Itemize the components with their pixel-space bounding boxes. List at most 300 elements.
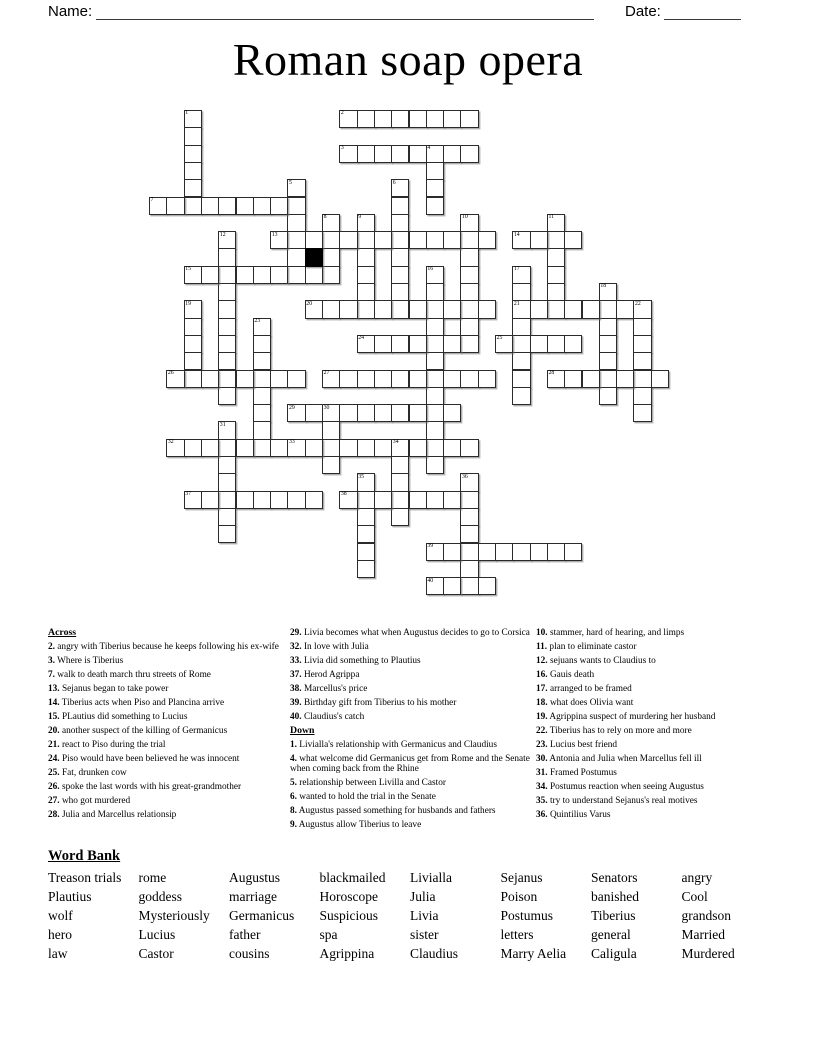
grid-cell[interactable]	[478, 231, 496, 249]
grid-cell[interactable]	[547, 300, 565, 318]
grid-cell[interactable]	[218, 370, 236, 388]
word-bank-word: Sejanus	[500, 870, 543, 885]
grid-cell[interactable]	[253, 439, 271, 457]
grid-cell[interactable]	[322, 248, 340, 266]
grid-cell[interactable]	[633, 387, 651, 405]
grid-cell[interactable]	[218, 197, 236, 215]
grid-cell[interactable]	[547, 248, 565, 266]
grid-cell[interactable]	[236, 266, 254, 284]
grid-cell[interactable]	[460, 214, 478, 232]
clue-item: 9. Augustus allow Tiberius to leave	[290, 820, 422, 831]
grid-cell[interactable]	[253, 318, 271, 336]
grid-cell[interactable]	[530, 335, 548, 353]
grid-cell[interactable]	[357, 473, 375, 491]
grid-cell[interactable]	[287, 214, 305, 232]
grid-cell[interactable]	[409, 231, 427, 249]
grid-cell[interactable]	[460, 335, 478, 353]
clue-item: 14. Tiberius acts when Piso and Plancina arrive	[48, 697, 225, 708]
grid-cell[interactable]	[409, 145, 427, 163]
grid-cell[interactable]	[512, 318, 530, 336]
grid-cell[interactable]	[253, 352, 271, 370]
cell-number: 34	[392, 439, 399, 446]
date-input-line[interactable]	[664, 3, 741, 20]
cell-number: 27	[323, 369, 330, 376]
grid-cell[interactable]	[426, 283, 444, 301]
word-bank-word: Castor	[138, 946, 174, 961]
grid-cell[interactable]	[236, 439, 254, 457]
grid-cell[interactable]	[184, 110, 202, 128]
grid-cell[interactable]	[357, 145, 375, 163]
grid-cell[interactable]	[564, 370, 582, 388]
grid-cell[interactable]	[443, 335, 461, 353]
grid-cell[interactable]	[218, 231, 236, 249]
grid-cell[interactable]	[512, 300, 530, 318]
grid-cell[interactable]	[426, 387, 444, 405]
grid-cell[interactable]	[357, 283, 375, 301]
grid-cell[interactable]	[409, 491, 427, 509]
grid-cell[interactable]	[391, 231, 409, 249]
grid-cell[interactable]	[218, 387, 236, 405]
grid-cell[interactable]	[305, 231, 323, 249]
grid-cell[interactable]	[409, 370, 427, 388]
grid-cell[interactable]	[374, 145, 392, 163]
grid-cell[interactable]	[253, 197, 271, 215]
grid-cell[interactable]	[322, 456, 340, 474]
grid-cell[interactable]	[149, 197, 167, 215]
grid-cell[interactable]	[443, 110, 461, 128]
grid-cell[interactable]	[391, 335, 409, 353]
word-bank-word: Poison	[500, 889, 538, 904]
grid-cell[interactable]	[253, 335, 271, 353]
grid-cell[interactable]	[391, 283, 409, 301]
grid-cell[interactable]	[305, 266, 323, 284]
grid-cell[interactable]	[391, 404, 409, 422]
grid-cell[interactable]	[460, 577, 478, 595]
grid-cell[interactable]	[633, 352, 651, 370]
grid-cell[interactable]	[339, 300, 357, 318]
grid-cell[interactable]	[322, 421, 340, 439]
grid-cell[interactable]	[357, 560, 375, 578]
word-bank-word: law	[48, 946, 68, 961]
grid-cell[interactable]	[426, 231, 444, 249]
grid-cell[interactable]	[391, 214, 409, 232]
grid-cell[interactable]	[426, 370, 444, 388]
grid-cell[interactable]	[322, 300, 340, 318]
grid-cell[interactable]	[616, 300, 634, 318]
grid-cell[interactable]	[409, 300, 427, 318]
grid-cell[interactable]	[218, 352, 236, 370]
grid-cell[interactable]	[409, 439, 427, 457]
grid-cell[interactable]	[218, 335, 236, 353]
grid-cell[interactable]	[460, 525, 478, 543]
grid-cell[interactable]	[426, 197, 444, 215]
cell-number: 5	[289, 179, 292, 186]
grid-cell[interactable]	[287, 404, 305, 422]
grid-cell[interactable]	[478, 300, 496, 318]
cell-number: 19	[185, 300, 191, 307]
grid-cell[interactable]	[305, 491, 323, 509]
grid-cell[interactable]	[478, 370, 496, 388]
grid-cell[interactable]	[512, 370, 530, 388]
grid-cell[interactable]	[305, 404, 323, 422]
grid-cell[interactable]	[391, 473, 409, 491]
grid-cell[interactable]	[357, 543, 375, 561]
grid-cell[interactable]	[547, 283, 565, 301]
grid-cell[interactable]	[270, 370, 288, 388]
grid-cell[interactable]	[322, 439, 340, 457]
grid-cell[interactable]	[218, 421, 236, 439]
grid-cell[interactable]	[184, 266, 202, 284]
grid-cell[interactable]	[357, 266, 375, 284]
grid-cell[interactable]	[599, 352, 617, 370]
grid-cell[interactable]	[184, 352, 202, 370]
grid-cell[interactable]	[460, 231, 478, 249]
grid-cell[interactable]	[460, 491, 478, 509]
grid-cell[interactable]	[166, 439, 184, 457]
cell-number: 18	[600, 283, 607, 290]
grid-cell[interactable]	[391, 179, 409, 197]
grid-cell[interactable]	[443, 145, 461, 163]
clue-item: 26. spoke the last words with his great-grandmother	[48, 781, 242, 792]
grid-cell[interactable]	[201, 439, 219, 457]
cell-number: 4	[427, 145, 431, 151]
grid-cell[interactable]	[339, 231, 357, 249]
grid-cell[interactable]	[547, 266, 565, 284]
cell-number: 29	[289, 404, 295, 411]
grid-cell[interactable]	[599, 335, 617, 353]
grid-cell[interactable]	[512, 387, 530, 405]
grid-cell[interactable]	[357, 508, 375, 526]
grid-cell[interactable]	[426, 543, 444, 561]
name-input-line[interactable]	[96, 3, 594, 20]
clue-item: 16. Gauis death	[536, 669, 595, 680]
grid-cell[interactable]	[201, 197, 219, 215]
grid-cell[interactable]	[322, 231, 340, 249]
grid-cell[interactable]	[512, 335, 530, 353]
grid-cell[interactable]	[582, 370, 600, 388]
grid-cell[interactable]	[599, 318, 617, 336]
grid-cell[interactable]	[633, 370, 651, 388]
grid-cell[interactable]	[633, 300, 651, 318]
grid-cell[interactable]	[357, 439, 375, 457]
grid-cell[interactable]	[339, 145, 357, 163]
cell-number: 13	[271, 231, 278, 238]
grid-cell[interactable]	[460, 110, 478, 128]
grid-cell[interactable]	[287, 439, 305, 457]
grid-cell[interactable]	[253, 404, 271, 422]
cell-number: 22	[635, 300, 641, 307]
grid-cell[interactable]	[599, 283, 617, 301]
grid-cell[interactable]	[426, 266, 444, 284]
grid-cell[interactable]	[391, 370, 409, 388]
grid-cell[interactable]	[184, 127, 202, 145]
grid-cell[interactable]	[253, 370, 271, 388]
grid-cell[interactable]	[184, 179, 202, 197]
grid-cell[interactable]	[443, 543, 461, 561]
cell-number: 8	[323, 214, 327, 221]
grid-cell[interactable]	[547, 214, 565, 232]
grid-cell[interactable]	[287, 370, 305, 388]
grid-cell[interactable]	[218, 300, 236, 318]
grid-cell[interactable]	[322, 266, 340, 284]
grid-cell[interactable]	[357, 491, 375, 509]
grid-cell[interactable]	[564, 335, 582, 353]
grid-cell[interactable]	[391, 456, 409, 474]
grid-cell[interactable]	[287, 231, 305, 249]
grid-cell[interactable]	[426, 577, 444, 595]
grid-cell[interactable]	[253, 266, 271, 284]
grid-cell[interactable]	[184, 318, 202, 336]
grid-cell[interactable]	[512, 543, 530, 561]
grid-cell[interactable]	[599, 387, 617, 405]
grid-cell[interactable]	[218, 508, 236, 526]
grid-cell[interactable]	[530, 231, 548, 249]
grid-cell[interactable]	[339, 370, 357, 388]
grid-cell[interactable]	[184, 145, 202, 163]
grid-cell[interactable]	[495, 335, 513, 353]
grid-cell[interactable]	[374, 370, 392, 388]
grid-cell[interactable]	[287, 197, 305, 215]
grid-cell[interactable]	[253, 387, 271, 405]
grid-cell[interactable]	[512, 352, 530, 370]
grid-cell[interactable]	[339, 491, 357, 509]
grid-cell[interactable]	[530, 300, 548, 318]
grid-cell[interactable]	[651, 370, 669, 388]
grid-cell[interactable]	[166, 197, 184, 215]
clue-item: 18. what does Olivia want	[536, 697, 634, 708]
grid-cell[interactable]	[443, 231, 461, 249]
grid-cell[interactable]	[391, 439, 409, 457]
grid-cell[interactable]	[218, 248, 236, 266]
grid-cell[interactable]	[409, 335, 427, 353]
word-bank-word: Plautius	[48, 889, 92, 904]
grid-cell[interactable]	[166, 370, 184, 388]
grid-cell[interactable]	[391, 266, 409, 284]
grid-cell[interactable]	[218, 283, 236, 301]
grid-cell[interactable]	[270, 231, 288, 249]
grid-cell[interactable]	[339, 404, 357, 422]
grid-cell[interactable]	[184, 300, 202, 318]
clue-list-heading: Down	[290, 724, 315, 736]
grid-cell[interactable]	[564, 300, 582, 318]
grid-cell[interactable]	[201, 370, 219, 388]
grid-cell[interactable]	[443, 370, 461, 388]
grid-cell[interactable]	[322, 370, 340, 388]
grid-cell[interactable]	[460, 266, 478, 284]
clue-item: 8. Augustus passed something for husbands and fathers	[290, 806, 496, 817]
grid-cell[interactable]	[460, 370, 478, 388]
grid-cell[interactable]	[460, 560, 478, 578]
grid-cell[interactable]	[218, 266, 236, 284]
grid-cell[interactable]	[512, 283, 530, 301]
grid-cell[interactable]	[391, 145, 409, 163]
grid-cell[interactable]	[633, 335, 651, 353]
grid-cell[interactable]	[426, 300, 444, 318]
grid-cell[interactable]	[374, 439, 392, 457]
cell-number: 2	[340, 110, 344, 117]
grid-cell[interactable]	[218, 318, 236, 336]
grid-cell[interactable]	[460, 318, 478, 336]
grid-cell[interactable]	[443, 404, 461, 422]
grid-cell[interactable]	[374, 404, 392, 422]
grid-cell[interactable]	[495, 543, 513, 561]
grid-cell[interactable]	[270, 491, 288, 509]
grid-cell[interactable]	[184, 439, 202, 457]
grid-cell[interactable]	[305, 439, 323, 457]
grid-cell[interactable]	[633, 404, 651, 422]
grid-cell[interactable]	[184, 197, 202, 215]
grid-cell[interactable]	[633, 318, 651, 336]
word-bank-word: Claudius	[410, 946, 459, 961]
word-bank-heading: Word Bank	[48, 848, 121, 864]
grid-cell[interactable]	[270, 197, 288, 215]
grid-cell[interactable]	[478, 577, 496, 595]
grid-cell[interactable]	[218, 491, 236, 509]
grid-cell[interactable]	[391, 508, 409, 526]
grid-cell[interactable]	[253, 491, 271, 509]
word-bank-word: rome	[138, 870, 167, 885]
grid-cell[interactable]	[236, 370, 254, 388]
word-bank-word: Germanicus	[229, 908, 295, 923]
grid-cell[interactable]	[564, 231, 582, 249]
cell-number: 38	[340, 491, 347, 497]
grid-cell[interactable]	[184, 162, 202, 180]
grid-cell[interactable]	[478, 543, 496, 561]
grid-cell[interactable]	[357, 300, 375, 318]
grid-cell[interactable]	[374, 491, 392, 509]
grid-cell[interactable]	[357, 370, 375, 388]
grid-cell[interactable]	[201, 491, 219, 509]
cell-number: 10	[462, 214, 468, 221]
word-bank-word: Julia	[410, 889, 436, 904]
grid-cell[interactable]	[357, 214, 375, 232]
grid-cell[interactable]	[184, 335, 202, 353]
grid-cell[interactable]	[426, 335, 444, 353]
grid-cell[interactable]	[391, 197, 409, 215]
clue-item: 6. wanted to hold the trial in the Senate	[290, 792, 436, 803]
grid-cell[interactable]	[564, 543, 582, 561]
grid-cell[interactable]	[391, 300, 409, 318]
grid-cell[interactable]	[287, 179, 305, 197]
grid-cell[interactable]	[460, 283, 478, 301]
grid-cell[interactable]	[443, 491, 461, 509]
grid-cell[interactable]	[374, 110, 392, 128]
grid-cell[interactable]	[547, 231, 565, 249]
grid-cell[interactable]	[599, 370, 617, 388]
grid-cell[interactable]	[599, 300, 617, 318]
grid-cell[interactable]	[357, 525, 375, 543]
grid-cell[interactable]	[426, 456, 444, 474]
grid-cell[interactable]	[218, 456, 236, 474]
grid-cell[interactable]	[426, 404, 444, 422]
grid-cell[interactable]	[426, 145, 444, 163]
grid-cell[interactable]	[409, 404, 427, 422]
grid-cell[interactable]	[287, 266, 305, 284]
clue-item: 2. angry with Tiberius because he keeps following his ex-wife	[48, 641, 279, 652]
clue-item: 36. Quintilius Varus	[536, 809, 611, 820]
grid-cell[interactable]	[357, 335, 375, 353]
word-bank-word: angry	[681, 870, 713, 885]
grid-cell[interactable]	[460, 543, 478, 561]
grid-cell[interactable]	[236, 491, 254, 509]
grid-cell[interactable]	[322, 404, 340, 422]
grid-cell[interactable]	[218, 439, 236, 457]
word-bank-word: father	[229, 927, 261, 942]
grid-cell[interactable]	[443, 577, 461, 595]
grid-cell[interactable]	[287, 248, 305, 266]
grid-cell[interactable]	[374, 300, 392, 318]
grid-cell[interactable]	[460, 508, 478, 526]
grid-cell[interactable]	[460, 473, 478, 491]
grid-cell[interactable]	[443, 439, 461, 457]
grid-cell[interactable]	[460, 300, 478, 318]
grid-cell[interactable]	[530, 543, 548, 561]
grid-cell[interactable]	[184, 491, 202, 509]
grid-cell[interactable]	[357, 110, 375, 128]
grid-cell[interactable]	[512, 231, 530, 249]
grid-cell[interactable]	[426, 110, 444, 128]
grid-cell[interactable]	[426, 421, 444, 439]
grid-cell[interactable]	[426, 179, 444, 197]
grid-cell[interactable]	[409, 110, 427, 128]
grid-cell[interactable]	[616, 370, 634, 388]
grid-cell[interactable]	[460, 439, 478, 457]
grid-cell[interactable]	[443, 300, 461, 318]
grid-cell[interactable]	[391, 491, 409, 509]
grid-cell[interactable]	[357, 404, 375, 422]
grid-cell[interactable]	[305, 300, 323, 318]
grid-cell[interactable]	[322, 214, 340, 232]
grid-cell[interactable]	[547, 335, 565, 353]
grid-cell[interactable]	[184, 370, 202, 388]
grid-cell[interactable]	[391, 110, 409, 128]
cell-number: 28	[548, 369, 555, 376]
grid-cell[interactable]	[460, 145, 478, 163]
grid-cell[interactable]	[460, 248, 478, 266]
clue-item: 39. Birthday gift from Tiberius to his mother	[290, 697, 457, 708]
grid-cell[interactable]	[218, 473, 236, 491]
clue-item: 22. Tiberius has to rely on more and more	[536, 725, 692, 736]
grid-cell[interactable]	[547, 543, 565, 561]
grid-cell[interactable]	[374, 231, 392, 249]
grid-cell[interactable]	[287, 491, 305, 509]
grid-cell[interactable]	[391, 248, 409, 266]
grid-cell[interactable]	[426, 491, 444, 509]
grid-cell[interactable]	[547, 370, 565, 388]
grid-cell[interactable]	[426, 439, 444, 457]
grid-cell[interactable]	[357, 231, 375, 249]
grid-cell[interactable]	[201, 266, 219, 284]
grid-cell[interactable]	[426, 162, 444, 180]
grid-cell[interactable]	[218, 525, 236, 543]
grid-cell[interactable]	[426, 352, 444, 370]
grid-cell[interactable]	[582, 300, 600, 318]
grid-cell[interactable]	[270, 266, 288, 284]
grid-cell[interactable]	[426, 318, 444, 336]
grid-cell[interactable]	[512, 266, 530, 284]
word-bank-word: Lucius	[138, 927, 176, 942]
cell-number: 37	[185, 491, 191, 497]
grid-cell[interactable]	[374, 335, 392, 353]
grid-cell[interactable]	[339, 110, 357, 128]
grid-cell[interactable]	[236, 197, 254, 215]
grid-cell[interactable]	[270, 439, 288, 457]
grid-cell[interactable]	[357, 248, 375, 266]
clue-item: 7. walk to death march thru streets of Rome	[48, 669, 211, 680]
cell-number: 30	[323, 404, 330, 411]
grid-cell[interactable]	[253, 421, 271, 439]
grid-cell[interactable]	[339, 439, 357, 457]
